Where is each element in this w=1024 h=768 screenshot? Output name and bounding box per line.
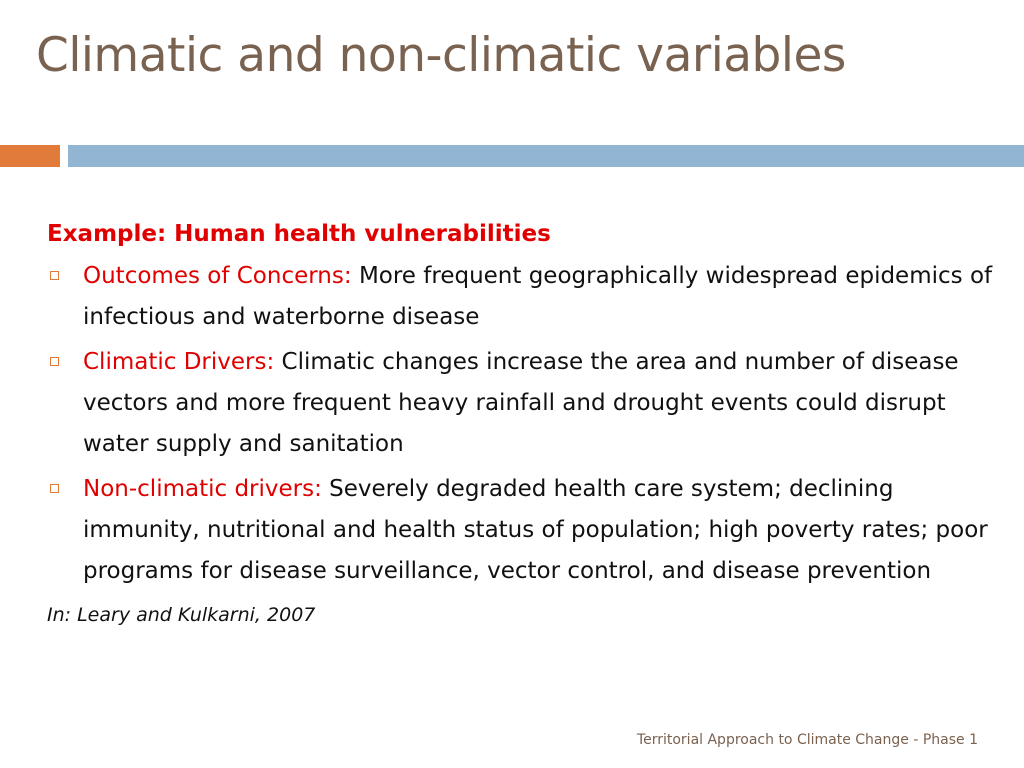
hollow-square-icon <box>50 357 59 366</box>
bullet-non-climatic-drivers <box>47 469 997 592</box>
slide-content <box>47 218 997 628</box>
citation: In: Leary and Kulkarni, 2007 <box>47 604 316 626</box>
accent-bar-blue <box>68 145 1024 167</box>
bullet-label: Non-climatic drivers: <box>83 476 322 502</box>
accent-bar-orange <box>0 145 60 167</box>
bullet-label: Climatic Drivers: <box>83 349 275 375</box>
example-subheading: Example: Human health vulnerabilities <box>47 221 551 247</box>
slide-footer: Territorial Approach to Climate Change - Phase 1 <box>636 732 978 748</box>
slide-title: Climatic and non-climatic variables <box>36 28 846 83</box>
bullet-outcomes <box>47 256 997 338</box>
bullet-label: Outcomes of Concerns: <box>83 263 352 289</box>
hollow-square-icon <box>50 484 59 493</box>
hollow-square-icon <box>50 271 59 280</box>
bullet-text: More frequent geographically widespread epidemics of infectious and waterborne disease <box>83 263 993 330</box>
bullet-text: Climatic changes increase the area and number of disease vectors and more frequent heavy rainfall and drought events could disrupt water supply and sanitation <box>83 349 959 457</box>
bullet-climatic-drivers <box>47 342 997 465</box>
bullet-text: Severely degraded health care system; declining immunity, nutritional and health status of population; high poverty rates; poor programs for disease surveillance, vector control, and disease prevention <box>83 476 988 584</box>
bullet-list <box>47 256 997 592</box>
